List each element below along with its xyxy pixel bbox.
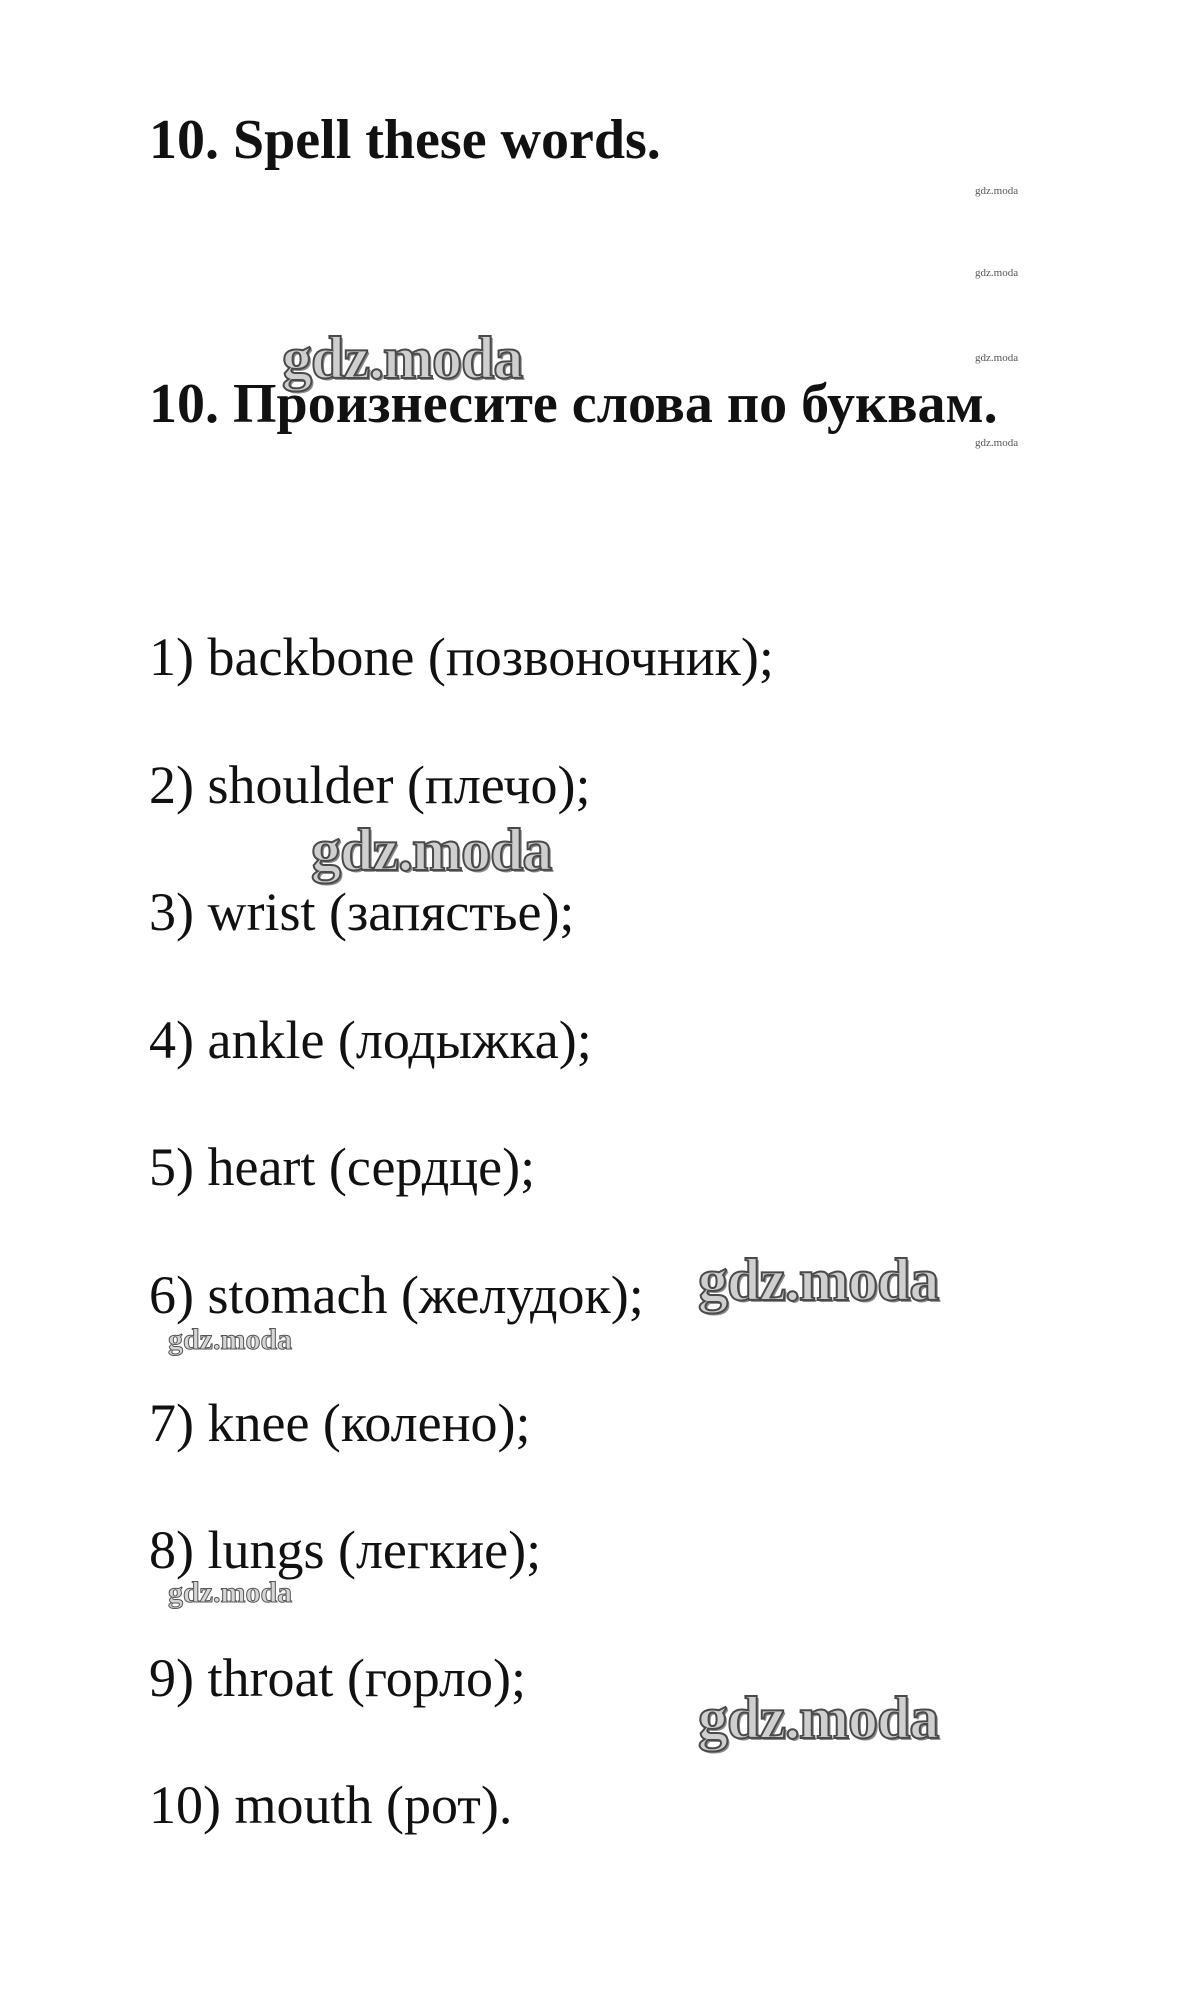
watermark-large: gdz.moda <box>311 817 552 883</box>
task-title-russian: 10. Произнесите слова по буквам. <box>149 373 998 435</box>
list-item: 3) wrist (запястье); <box>149 882 575 943</box>
watermark-large: gdz.moda <box>698 1247 939 1313</box>
list-item: 4) ankle (лодыжка); <box>149 1009 592 1070</box>
list-item: 10) mouth (рот). <box>149 1775 513 1836</box>
watermark-medium: gdz.moda <box>168 1576 293 1609</box>
watermark-large: gdz.moda <box>698 1685 939 1751</box>
list-item: 6) stomach (желудок); <box>149 1264 644 1325</box>
list-item: 1) backbone (позвоночник); <box>149 627 774 687</box>
watermark-small: gdz.moda <box>975 185 1019 197</box>
watermark-small: gdz.moda <box>975 352 1019 364</box>
watermark-large: gdz.moda <box>282 325 523 391</box>
task-title-english: 10. Spell these words. <box>149 109 661 171</box>
watermark-medium: gdz.moda <box>168 1323 293 1356</box>
list-item: 7) knee (колено); <box>149 1392 531 1453</box>
list-item: 8) lungs (легкие); <box>149 1520 542 1581</box>
list-item: 9) throat (горло); <box>149 1647 526 1708</box>
watermark-small: gdz.moda <box>975 437 1019 449</box>
watermark-small: gdz.moda <box>975 267 1019 279</box>
list-item: 2) shoulder (плечо); <box>149 754 591 815</box>
list-item: 5) heart (сердце); <box>149 1137 536 1198</box>
